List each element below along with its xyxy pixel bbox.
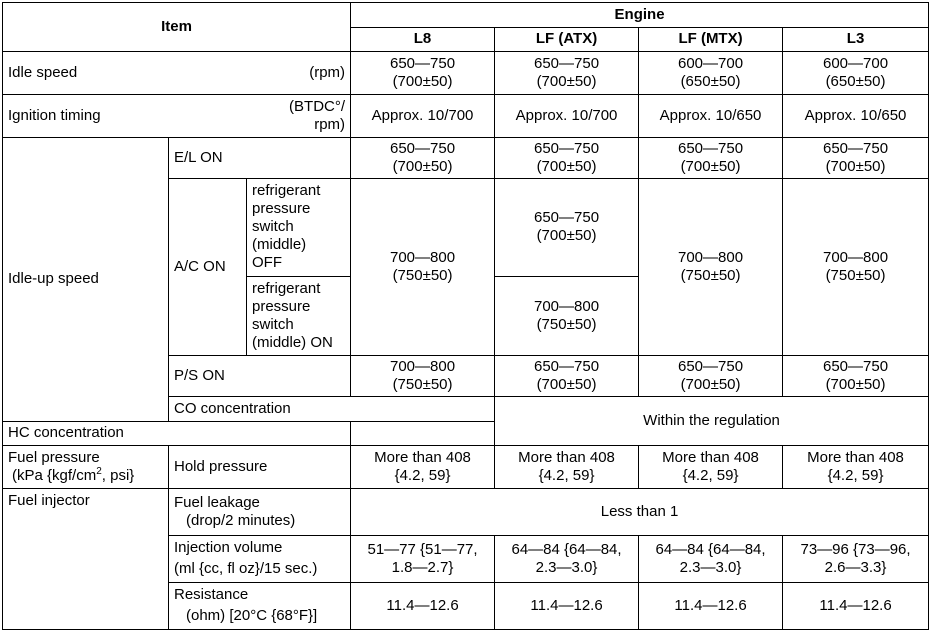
ac-on-lf-atx: 700—800 (750±50) <box>495 276 639 356</box>
fuel-pressure-label: Fuel pressure (kPa {$kgf/cm^2$, psi} <box>3 446 169 489</box>
ac-switch-on-label: refrigerant pressure switch (middle) ON <box>247 276 351 356</box>
idle-speed-label-cell <box>3 52 351 95</box>
engine-l8-header: L8 <box>351 27 495 52</box>
ac-off-lf-atx: 650—750 (700±50) <box>495 178 639 276</box>
engine-lf-mtx-header: LF (MTX) <box>639 27 783 52</box>
item-header: Item <box>3 3 351 52</box>
idle-speed-lf-mtx: 600—700 (650±50) <box>639 52 783 95</box>
table-row <box>3 488 929 535</box>
ignition-timing-label: Ignition timing <box>8 106 101 124</box>
ignition-timing-label-cell <box>3 94 351 137</box>
table-row <box>3 94 929 137</box>
fuel-pressure-l3: More than 408 {4.2, 59} <box>783 446 929 489</box>
hold-pressure-label: Hold pressure <box>169 446 351 489</box>
ps-on-lf-atx: 650—750 (700±50) <box>495 356 639 397</box>
resistance-lf-mtx: 11.4—12.6 <box>639 582 783 629</box>
ignition-timing-lf-mtx: Approx. 10/650 <box>639 94 783 137</box>
ignition-timing-unit-2: rpm) <box>314 115 346 133</box>
engine-lf-atx-header: LF (ATX) <box>495 27 639 52</box>
ps-on-l3: 650—750 (700±50) <box>783 356 929 397</box>
fuel-leakage-value: Less than 1 <box>351 488 929 535</box>
ac-on-label: A/C ON <box>169 178 247 356</box>
injection-volume-lf-mtx: 64—84 {64—84, 2.3—3.0} <box>639 535 783 582</box>
fuel-leakage-label: Fuel leakage (drop/2 minutes) <box>169 488 351 535</box>
ps-on-l8: 700—800 (750±50) <box>351 356 495 397</box>
ignition-timing-unit-1: (BTDC°/ <box>289 97 346 115</box>
el-on-l3: 650—750 (700±50) <box>783 137 929 178</box>
engine-spec-table <box>2 2 929 630</box>
fuel-pressure-lf-mtx: More than 408 {4.2, 59} <box>639 446 783 489</box>
ac-switch-off-label: refrigerant pressure switch (middle) OFF <box>247 178 351 276</box>
resistance-label: Resistance (ohm) [20°C {68°F}] <box>169 582 351 629</box>
engine-l3-header: L3 <box>783 27 929 52</box>
table-row <box>3 137 929 178</box>
idle-speed-l8: 650—750 (700±50) <box>351 52 495 95</box>
idle-up-label: Idle-up speed <box>3 137 169 421</box>
injection-volume-label: Injection volume (ml {cc, fl oz}/15 sec.) <box>169 535 351 582</box>
injection-volume-l8: 51—77 {51—77, 1.8—2.7} <box>351 535 495 582</box>
ignition-timing-lf-atx: Approx. 10/700 <box>495 94 639 137</box>
fuel-injector-label: Fuel injector <box>3 488 169 629</box>
idle-speed-unit: (rpm) <box>309 63 346 81</box>
engine-header: Engine <box>351 3 929 28</box>
el-on-label: E/L ON <box>169 137 351 178</box>
ps-on-lf-mtx: 650—750 (700±50) <box>639 356 783 397</box>
resistance-lf-atx: 11.4—12.6 <box>495 582 639 629</box>
resistance-l3: 11.4—12.6 <box>783 582 929 629</box>
fuel-pressure-lf-atx: More than 408 {4.2, 59} <box>495 446 639 489</box>
resistance-l8: 11.4—12.6 <box>351 582 495 629</box>
ps-on-label: P/S ON <box>169 356 351 397</box>
el-on-lf-atx: 650—750 (700±50) <box>495 137 639 178</box>
ac-on-l3: 700—800 (750±50) <box>783 178 929 356</box>
hc-label: HC concentration <box>3 421 351 446</box>
ignition-timing-l3: Approx. 10/650 <box>783 94 929 137</box>
table-row <box>3 446 929 489</box>
idle-speed-l3: 600—700 (650±50) <box>783 52 929 95</box>
ignition-timing-l8: Approx. 10/700 <box>351 94 495 137</box>
co-label: CO concentration <box>169 397 495 422</box>
fuel-pressure-l8: More than 408 {4.2, 59} <box>351 446 495 489</box>
idle-speed-lf-atx: 650—750 (700±50) <box>495 52 639 95</box>
ac-on-lf-mtx: 700—800 (750±50) <box>639 178 783 356</box>
table-row <box>3 52 929 95</box>
el-on-l8: 650—750 (700±50) <box>351 137 495 178</box>
ac-on-l8: 700—800 (750±50) <box>351 178 495 356</box>
injection-volume-l3: 73—96 {73—96, 2.6—3.3} <box>783 535 929 582</box>
idle-speed-label: Idle speed <box>8 63 78 81</box>
co-hc-value: Within the regulation <box>495 397 929 446</box>
injection-volume-lf-atx: 64—84 {64—84, 2.3—3.0} <box>495 535 639 582</box>
el-on-lf-mtx: 650—750 (700±50) <box>639 137 783 178</box>
